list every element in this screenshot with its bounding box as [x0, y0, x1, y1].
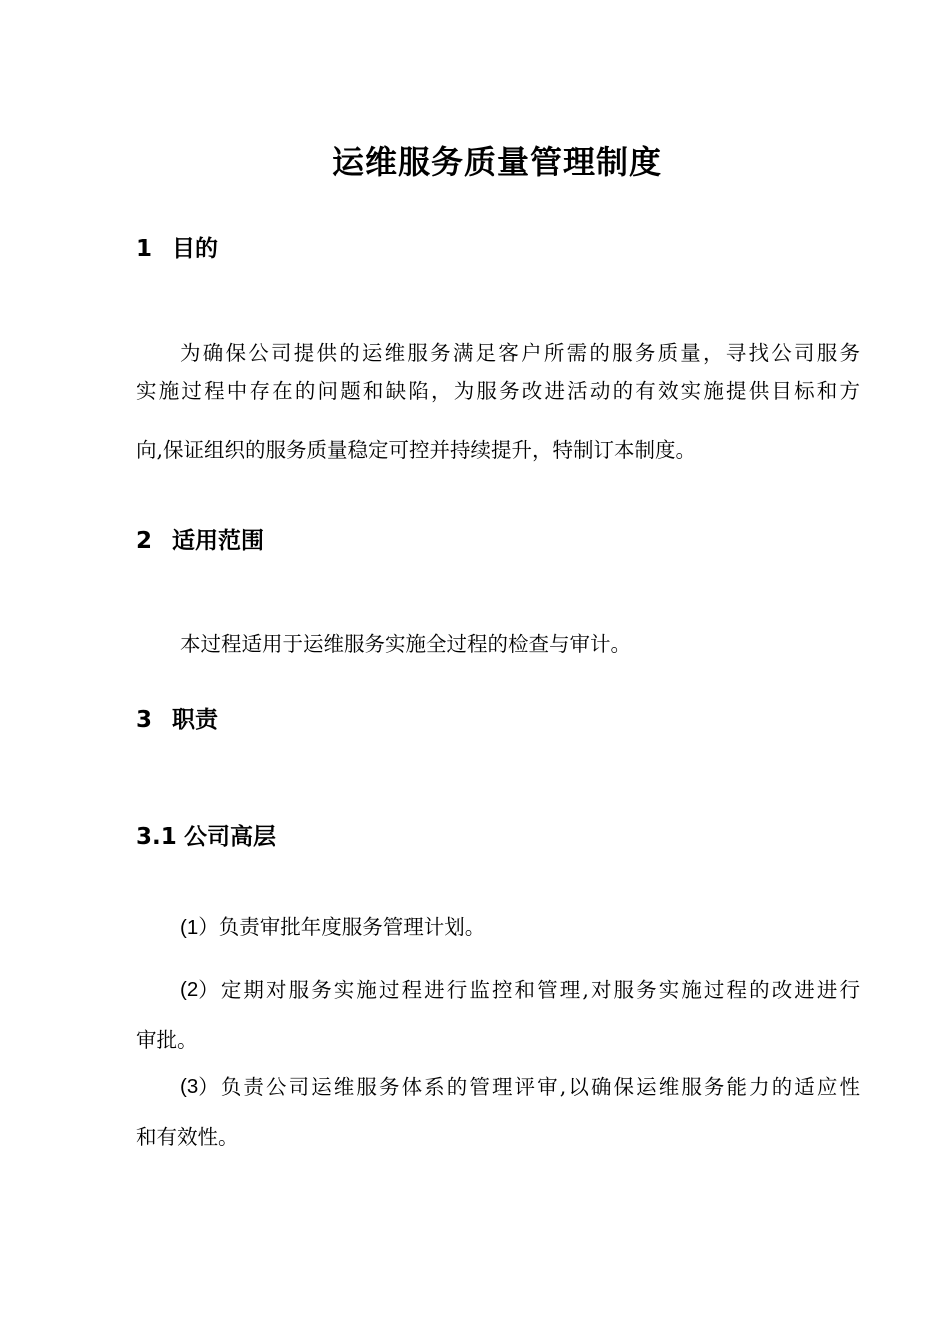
item-text: ）负责审批年度服务管理计划。	[198, 915, 486, 939]
section-title: 适用范围	[172, 528, 264, 554]
item-line: 和有效性。	[136, 1125, 239, 1149]
item-line	[180, 975, 860, 1005]
item-line: 审批。	[136, 1028, 198, 1052]
section-number: 1	[136, 236, 153, 262]
item-marker: (2	[180, 978, 199, 1001]
paragraph-line: 为确保公司提供的运维服务满足客户所需的服务质量，寻找公司服务	[180, 341, 860, 365]
section-heading-1	[136, 234, 218, 264]
item-marker: (1	[180, 916, 199, 939]
item-text: ）定期对服务实施过程进行监控和管理,对服务实施过程的改进进行	[198, 978, 860, 1002]
section-heading-2	[136, 526, 264, 556]
item-text: ）负责公司运维服务体系的管理评审,以确保运维服务能力的适应性	[198, 1075, 860, 1099]
item-line	[180, 1072, 860, 1102]
item-marker: (3	[180, 1075, 199, 1098]
item-line	[180, 912, 485, 942]
paragraph-line: 本过程适用于运维服务实施全过程的检查与审计。	[180, 632, 631, 656]
subsection-heading-3-1	[136, 822, 276, 852]
section-number: 2	[136, 528, 153, 554]
section-title: 目的	[172, 236, 218, 262]
paragraph-line: 向,保证组织的服务质量稳定可控并持续提升，特制订本制度。	[136, 438, 697, 462]
document-title: 运维服务质量管理制度	[331, 143, 662, 181]
section-number: 3	[136, 707, 153, 733]
section-heading-3	[136, 705, 218, 735]
section-title: 公司高层	[184, 824, 276, 850]
paragraph-line: 实施过程中存在的问题和缺陷，为服务改进活动的有效实施提供目标和方	[136, 379, 860, 403]
section-number: 3.1	[136, 824, 177, 850]
section-title: 职责	[172, 707, 218, 733]
